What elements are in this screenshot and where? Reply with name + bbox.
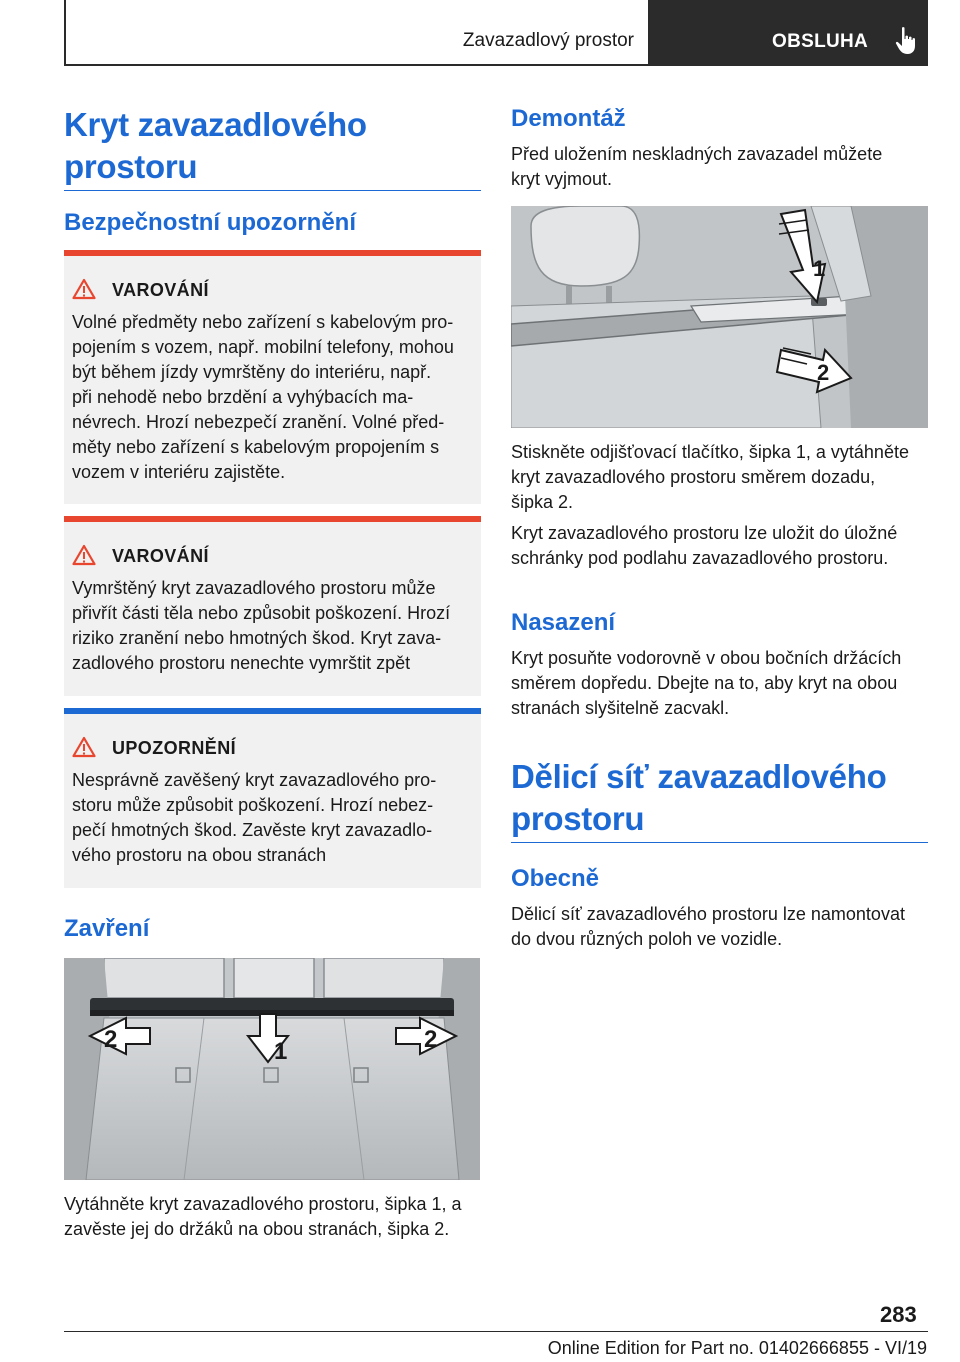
text-line: pečí hmotných škod. Zavěste kryt zavazadlo-: [72, 820, 433, 840]
header-chapter-box: [64, 0, 650, 66]
arrow-label-center: 1: [274, 1038, 288, 1065]
text-line: kryt zavazadlového prostoru směrem dozadu,: [511, 467, 876, 487]
text-line: kryt vyjmout.: [511, 169, 613, 189]
page-number: 283: [880, 1302, 917, 1327]
text-line: Vymrštěný kryt zavazadlového prostoru může: [72, 578, 436, 598]
warning-box-1: [64, 250, 481, 504]
net-title-line2: prostoru: [511, 800, 645, 837]
closing-text: [64, 1192, 484, 1242]
text-line: Stiskněte odjišťovací tlačítko, šipka 1, a vytáhněte: [511, 442, 909, 462]
removal-figure: [511, 206, 928, 428]
trunk-cover-illustration: [64, 958, 480, 1180]
general-text: [511, 902, 941, 952]
removal-heading: Demontáž: [511, 105, 626, 132]
text-line: vého prostoru na obou stranách: [72, 845, 327, 865]
text-line: zadlového prostoru nenechte vymrštit zpět: [72, 653, 411, 673]
safety-heading: Bezpečnostní upozornění: [64, 209, 357, 236]
warning-bar: [64, 516, 481, 522]
page-title-line2: prostoru: [64, 148, 198, 185]
removal-step-text: [511, 440, 941, 515]
text-line: schránky pod podlahu zavazadlového prostoru.: [511, 548, 889, 568]
removal-storage-text: [511, 521, 941, 571]
arrow-label-right: 2: [424, 1026, 438, 1053]
text-line: storu může způsobit poškození. Hrozí nebez-: [72, 795, 434, 815]
warning-text-1: [64, 304, 481, 485]
net-title-block: [511, 756, 928, 843]
text-line: Před uložením neskladných zavazadel můžete: [511, 144, 883, 164]
text-line: měty nebo zařízení s kabelovým propojením s: [72, 437, 440, 457]
cover-release-illustration: [511, 206, 928, 428]
install-text: [511, 646, 941, 721]
text-line: vozem v interiéru zajistěte.: [72, 462, 286, 482]
text-line: Kryt posuňte vodorovně v obou bočních držácích: [511, 648, 902, 668]
page-title-line1: Kryt zavazadlového: [64, 106, 367, 143]
text-line: pojením s vozem, např. mobilní telefony, mohou: [72, 337, 454, 357]
text-line: do dvou různých poloh ve vozidle.: [511, 929, 783, 949]
text-line: Vytáhněte kryt zavazadlového prostoru, šipka 1, a: [64, 1194, 462, 1214]
text-line: stranách slyšitelně zacvakl.: [511, 698, 730, 718]
text-line: šipka 2.: [511, 492, 574, 512]
chapter-title: Zavazadlový prostor: [462, 30, 634, 51]
general-heading: Obecně: [511, 865, 600, 892]
removal-intro: [511, 142, 931, 192]
text-line: Nesprávně zavěšený kryt zavazadlového pro-: [72, 770, 437, 790]
warning-box-2: [64, 516, 481, 696]
warning-label: VAROVÁNÍ: [112, 546, 209, 566]
arrow-label-left: 2: [104, 1026, 118, 1053]
net-title-rule: [511, 842, 928, 843]
warning-triangle-icon: [72, 544, 96, 566]
warning-bar: [64, 250, 481, 256]
warning-triangle-icon: [72, 736, 96, 758]
pointing-hand-icon: [894, 26, 918, 56]
net-title-line1: Dělicí síť zavazadlového: [511, 758, 887, 795]
header-section-box: [650, 0, 928, 66]
text-line: zavěste jej do držáků na obou stranách, šipka 2.: [64, 1219, 450, 1239]
text-line: Kryt zavazadlového prostoru lze uložit do úložné: [511, 523, 898, 543]
text-line: být během jízdy vymrštěny do interiéru, např.: [72, 362, 432, 382]
notice-label: UPOZORNĚNÍ: [112, 738, 237, 758]
text-line: směrem dopředu. Dbejte na to, aby kryt na obou: [511, 673, 898, 693]
arrow-label-bottom: 2: [817, 360, 830, 385]
text-line: Volné předměty nebo zařízení s kabelovým pro-: [72, 312, 454, 332]
title-rule: [64, 190, 481, 191]
notice-box: [64, 708, 481, 888]
notice-text: [64, 762, 481, 868]
footer-edition: Online Edition for Part no. 01402666855 - VI/19: [547, 1338, 927, 1358]
closing-figure: [64, 958, 480, 1180]
footer-rule: [64, 1331, 928, 1332]
warning-triangle-icon: [72, 278, 96, 300]
closing-heading: Zavření: [64, 915, 150, 942]
warning-label: VAROVÁNÍ: [112, 280, 209, 300]
notice-bar: [64, 708, 481, 714]
text-line: přivřít části těla nebo způsobit poškození. Hrozí: [72, 603, 451, 623]
install-heading: Nasazení: [511, 609, 616, 636]
warning-text-2: [64, 570, 481, 676]
text-line: riziko zranění nebo hmotných škod. Kryt zava-: [72, 628, 442, 648]
text-line: névrech. Hrozí nebezpečí zranění. Volné před-: [72, 412, 445, 432]
section-title: OBSLUHA: [772, 31, 869, 52]
arrow-label-top: 1: [813, 256, 826, 281]
text-line: při nehodě nebo brzdění a vyhýbacích ma-: [72, 387, 414, 407]
text-line: Dělicí síť zavazadlového prostoru lze namontovat: [511, 904, 905, 924]
